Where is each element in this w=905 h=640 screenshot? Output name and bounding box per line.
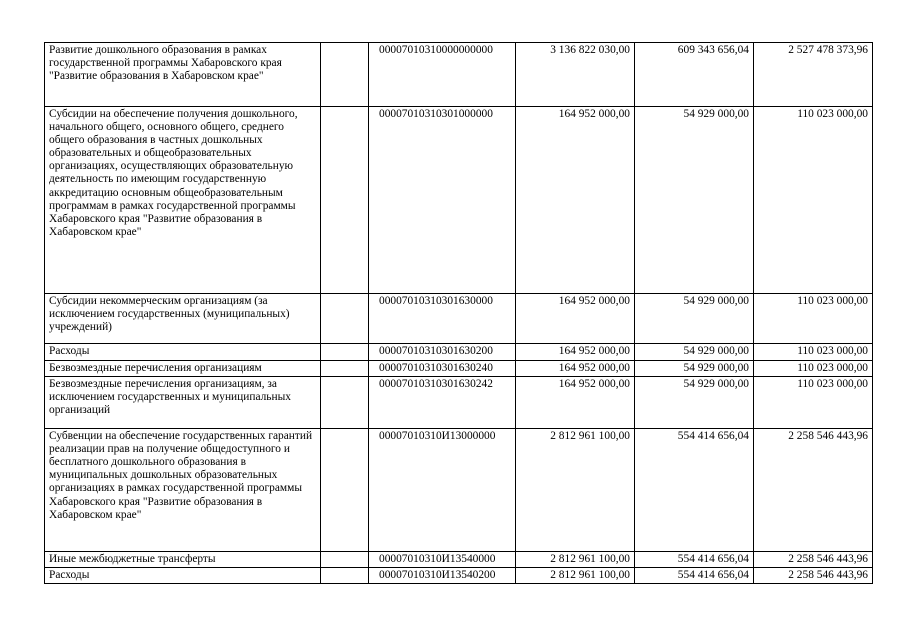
row-name: Субсидии некоммерческим организациям (за исключением государственных (муниципальных) учреждений) [45, 294, 321, 344]
table-row [45, 552, 873, 568]
empty-cell [321, 107, 369, 294]
table-row [45, 377, 873, 429]
planned-amount: 3 136 822 030,00 [516, 43, 635, 107]
planned-amount: 2 812 961 100,00 [516, 429, 635, 552]
executed-amount: 54 929 000,00 [635, 361, 754, 377]
table-row [45, 361, 873, 377]
empty-cell [321, 552, 369, 568]
remaining-amount: 110 023 000,00 [754, 361, 873, 377]
executed-amount: 54 929 000,00 [635, 107, 754, 294]
row-code: 00007010310301630000 [369, 294, 516, 344]
planned-amount: 2 812 961 100,00 [516, 552, 635, 568]
budget-table [44, 42, 873, 584]
row-code: 00007010310301000000 [369, 107, 516, 294]
table-row [45, 344, 873, 361]
row-name: Безвозмездные перечисления организациям, за исключением государственных и муниципальных организаций [45, 377, 321, 429]
executed-amount: 54 929 000,00 [635, 294, 754, 344]
row-code: 00007010310000000000 [369, 43, 516, 107]
table-row [45, 429, 873, 552]
remaining-amount: 2 258 546 443,96 [754, 552, 873, 568]
table-row [45, 568, 873, 584]
executed-amount: 609 343 656,04 [635, 43, 754, 107]
remaining-amount: 110 023 000,00 [754, 294, 873, 344]
empty-cell [321, 568, 369, 584]
row-name: Субвенции на обеспечение государственных гарантий реализации прав на получение общедоступного и бесплатного дошкольного образования в муниципальных дошкольных образовательных организациях в рамках государственной программы Хабаровского края "Развитие образования в Хабаровском крае" [45, 429, 321, 552]
planned-amount: 164 952 000,00 [516, 107, 635, 294]
row-code: 00007010310И13540200 [369, 568, 516, 584]
remaining-amount: 2 258 546 443,96 [754, 429, 873, 552]
row-code: 00007010310301630242 [369, 377, 516, 429]
row-name: Расходы [45, 568, 321, 584]
planned-amount: 164 952 000,00 [516, 294, 635, 344]
table-row [45, 294, 873, 344]
row-name: Развитие дошкольного образования в рамках государственной программы Хабаровского края "Развитие образования в Хабаровском крае" [45, 43, 321, 107]
empty-cell [321, 361, 369, 377]
planned-amount: 164 952 000,00 [516, 361, 635, 377]
executed-amount: 54 929 000,00 [635, 344, 754, 361]
row-code: 00007010310И13000000 [369, 429, 516, 552]
row-name: Субсидии на обеспечение получения дошкольного, начального общего, основного общего, среднего общего образования в частных дошкольных образовательных и общеобразовательных организациях, осуществляющих образовательную деятельность по имеющим государственную аккредитацию основным общеобразовательным программам в рамках государственной программы Хабаровского края "Развитие образования в Хабаровском крае" [45, 107, 321, 294]
row-name: Иные межбюджетные трансферты [45, 552, 321, 568]
remaining-amount: 2 258 546 443,96 [754, 568, 873, 584]
executed-amount: 554 414 656,04 [635, 429, 754, 552]
budget-report-page [44, 42, 870, 584]
row-code: 00007010310И13540000 [369, 552, 516, 568]
planned-amount: 164 952 000,00 [516, 377, 635, 429]
empty-cell [321, 429, 369, 552]
empty-cell [321, 377, 369, 429]
row-code: 00007010310301630200 [369, 344, 516, 361]
executed-amount: 554 414 656,04 [635, 568, 754, 584]
planned-amount: 2 812 961 100,00 [516, 568, 635, 584]
empty-cell [321, 43, 369, 107]
row-code: 00007010310301630240 [369, 361, 516, 377]
empty-cell [321, 344, 369, 361]
empty-cell [321, 294, 369, 344]
table-row [45, 107, 873, 294]
row-name: Безвозмездные перечисления организациям [45, 361, 321, 377]
remaining-amount: 110 023 000,00 [754, 344, 873, 361]
table-row [45, 43, 873, 107]
remaining-amount: 110 023 000,00 [754, 107, 873, 294]
executed-amount: 554 414 656,04 [635, 552, 754, 568]
executed-amount: 54 929 000,00 [635, 377, 754, 429]
row-name: Расходы [45, 344, 321, 361]
remaining-amount: 110 023 000,00 [754, 377, 873, 429]
planned-amount: 164 952 000,00 [516, 344, 635, 361]
remaining-amount: 2 527 478 373,96 [754, 43, 873, 107]
